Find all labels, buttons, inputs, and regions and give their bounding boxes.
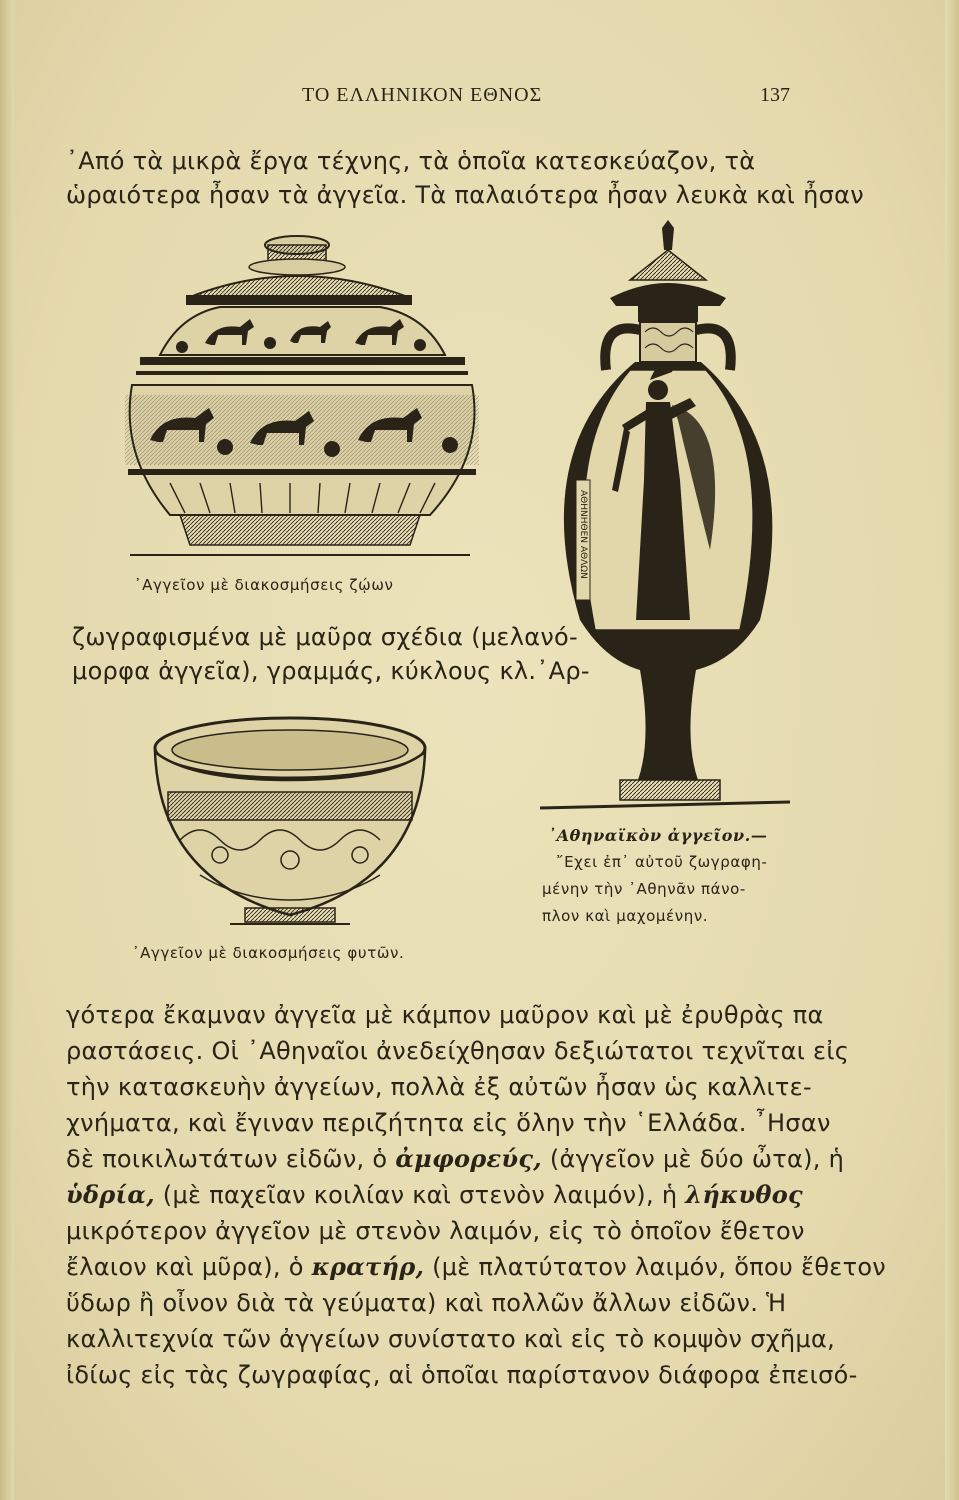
body-line-11: ἰδίως εἰς τὰς ζωγραφίας, αἱ ὁποῖαι παρίστανον διάφορα ἐπεισό- <box>66 1361 858 1389</box>
body-line-4: χνήματα, καὶ ἔγιναν περιζήτητα εἰς ὅλην τὴν ῾Ελλάδα. ῏Ησαν <box>66 1109 831 1137</box>
caption-plants: ᾿Αγγεῖον μὲ διακοσμήσεις φυτῶν. <box>132 944 405 962</box>
term-lekythos: λήκυθος <box>685 1180 803 1209</box>
body-line-8-c: (μὲ πλατύτατον λαιμόν, ὅπου ἔθετον <box>424 1253 887 1281</box>
term-hydria: ὑδρία, <box>66 1180 155 1209</box>
body-line-5-c: (ἀγγεῖον μὲ δύο ὦτα), ἡ <box>541 1145 845 1173</box>
body-line-10: καλλιτεχνία τῶν ἀγγείων συνίστατο καὶ εἰς τὸ κομψὸν σχῆμα, <box>66 1325 835 1353</box>
body-line-7: μικρότερον ἀγγεῖον μὲ στενὸν λαιμόν, εἰς τὸ ὁποῖον ἔθετον <box>66 1217 805 1245</box>
body-line-9: ὕδωρ ἢ οἶνον διὰ τὰ γεύματα) καὶ πολλῶν ἄλλων εἰδῶν. Ἡ <box>66 1289 787 1317</box>
intro-line-1: ᾿Από τὰ μικρὰ ἔργα τέχνης, τὰ ὁποῖα κατεσκεύαζον, τὰ <box>66 147 756 175</box>
caption-athena-title <box>548 826 767 845</box>
middle-line-1: ζωγραφισμένα μὲ μαῦρα σχέδια (μελανό- <box>72 623 578 651</box>
page-number: 137 <box>760 84 790 106</box>
intro-line-2: ὡραιότερα ἦσαν τὰ ἀγγεῖα. Τὰ παλαιότερα ἦσαν λευκὰ καὶ ἦσαν <box>66 181 864 209</box>
caption-athena-line-1: ῎Εχει ἐπ᾿ αὐτοῦ ζωγραφη- <box>556 853 768 871</box>
body-line-6 <box>66 1180 803 1210</box>
amphora-inscription: ΑΘΗΝΗΘΕΝ ΑΘΛΩΝ <box>578 490 588 579</box>
body-line-8-a: ἔλαιον καὶ μῦρα), ὁ <box>66 1253 312 1281</box>
term-krater: κρατήρ, <box>311 1252 425 1281</box>
body-line-8 <box>66 1252 886 1282</box>
caption-athena-line-3: πλον καὶ μαχομένην. <box>542 907 709 925</box>
caption-athena-title-text: ᾿Αθηναϊκὸν ἀγγεῖον.— <box>548 826 768 845</box>
body-line-3: τὴν κατασκευὴν ἀγγείων, πολλὰ ἐξ αὐτῶν ἦσαν ὡς καλλιτε- <box>66 1073 812 1101</box>
caption-athena-line-2: μένην τὴν ᾿Αθηνᾶν πάνο- <box>542 880 746 898</box>
vase-animals-illustration <box>110 225 490 570</box>
caption-animals: ᾿Αγγεῖον μὲ διακοσμήσεις ζῴων <box>134 576 394 594</box>
vase-athena-illustration <box>540 220 800 820</box>
running-title: ΤΟ ΕΛΛΗΝΙΚΟΝ ΕΘΝΟΣ <box>302 84 543 106</box>
body-line-1: γότερα ἔκαμναν ἀγγεῖα μὲ κάμπον μαῦρον καὶ μὲ ἐρυθρὰς πα <box>66 1001 824 1029</box>
vase-plants-illustration <box>150 710 440 940</box>
page-edge-left <box>0 0 14 1500</box>
running-head <box>0 84 959 114</box>
body-line-2: ραστάσεις. Οἱ ᾿Αθηναῖοι ἀνεδείχθησαν δεξιώτατοι τεχνῖται εἰς <box>66 1037 850 1065</box>
body-line-5 <box>66 1144 844 1174</box>
body-line-6-b: (μὲ παχεῖαν κοιλίαν καὶ στενὸν λαιμόν), ἡ <box>154 1181 686 1209</box>
middle-line-2: μορφα ἀγγεῖα), γραμμάς, κύκλους κλ.᾿Αρ- <box>72 657 590 685</box>
body-line-5-a: δὲ ποικιλωτάτων εἰδῶν, ὁ <box>66 1145 396 1173</box>
term-amphoreus: ἀμφορεύς, <box>395 1144 542 1173</box>
page-edge-right <box>945 0 959 1500</box>
